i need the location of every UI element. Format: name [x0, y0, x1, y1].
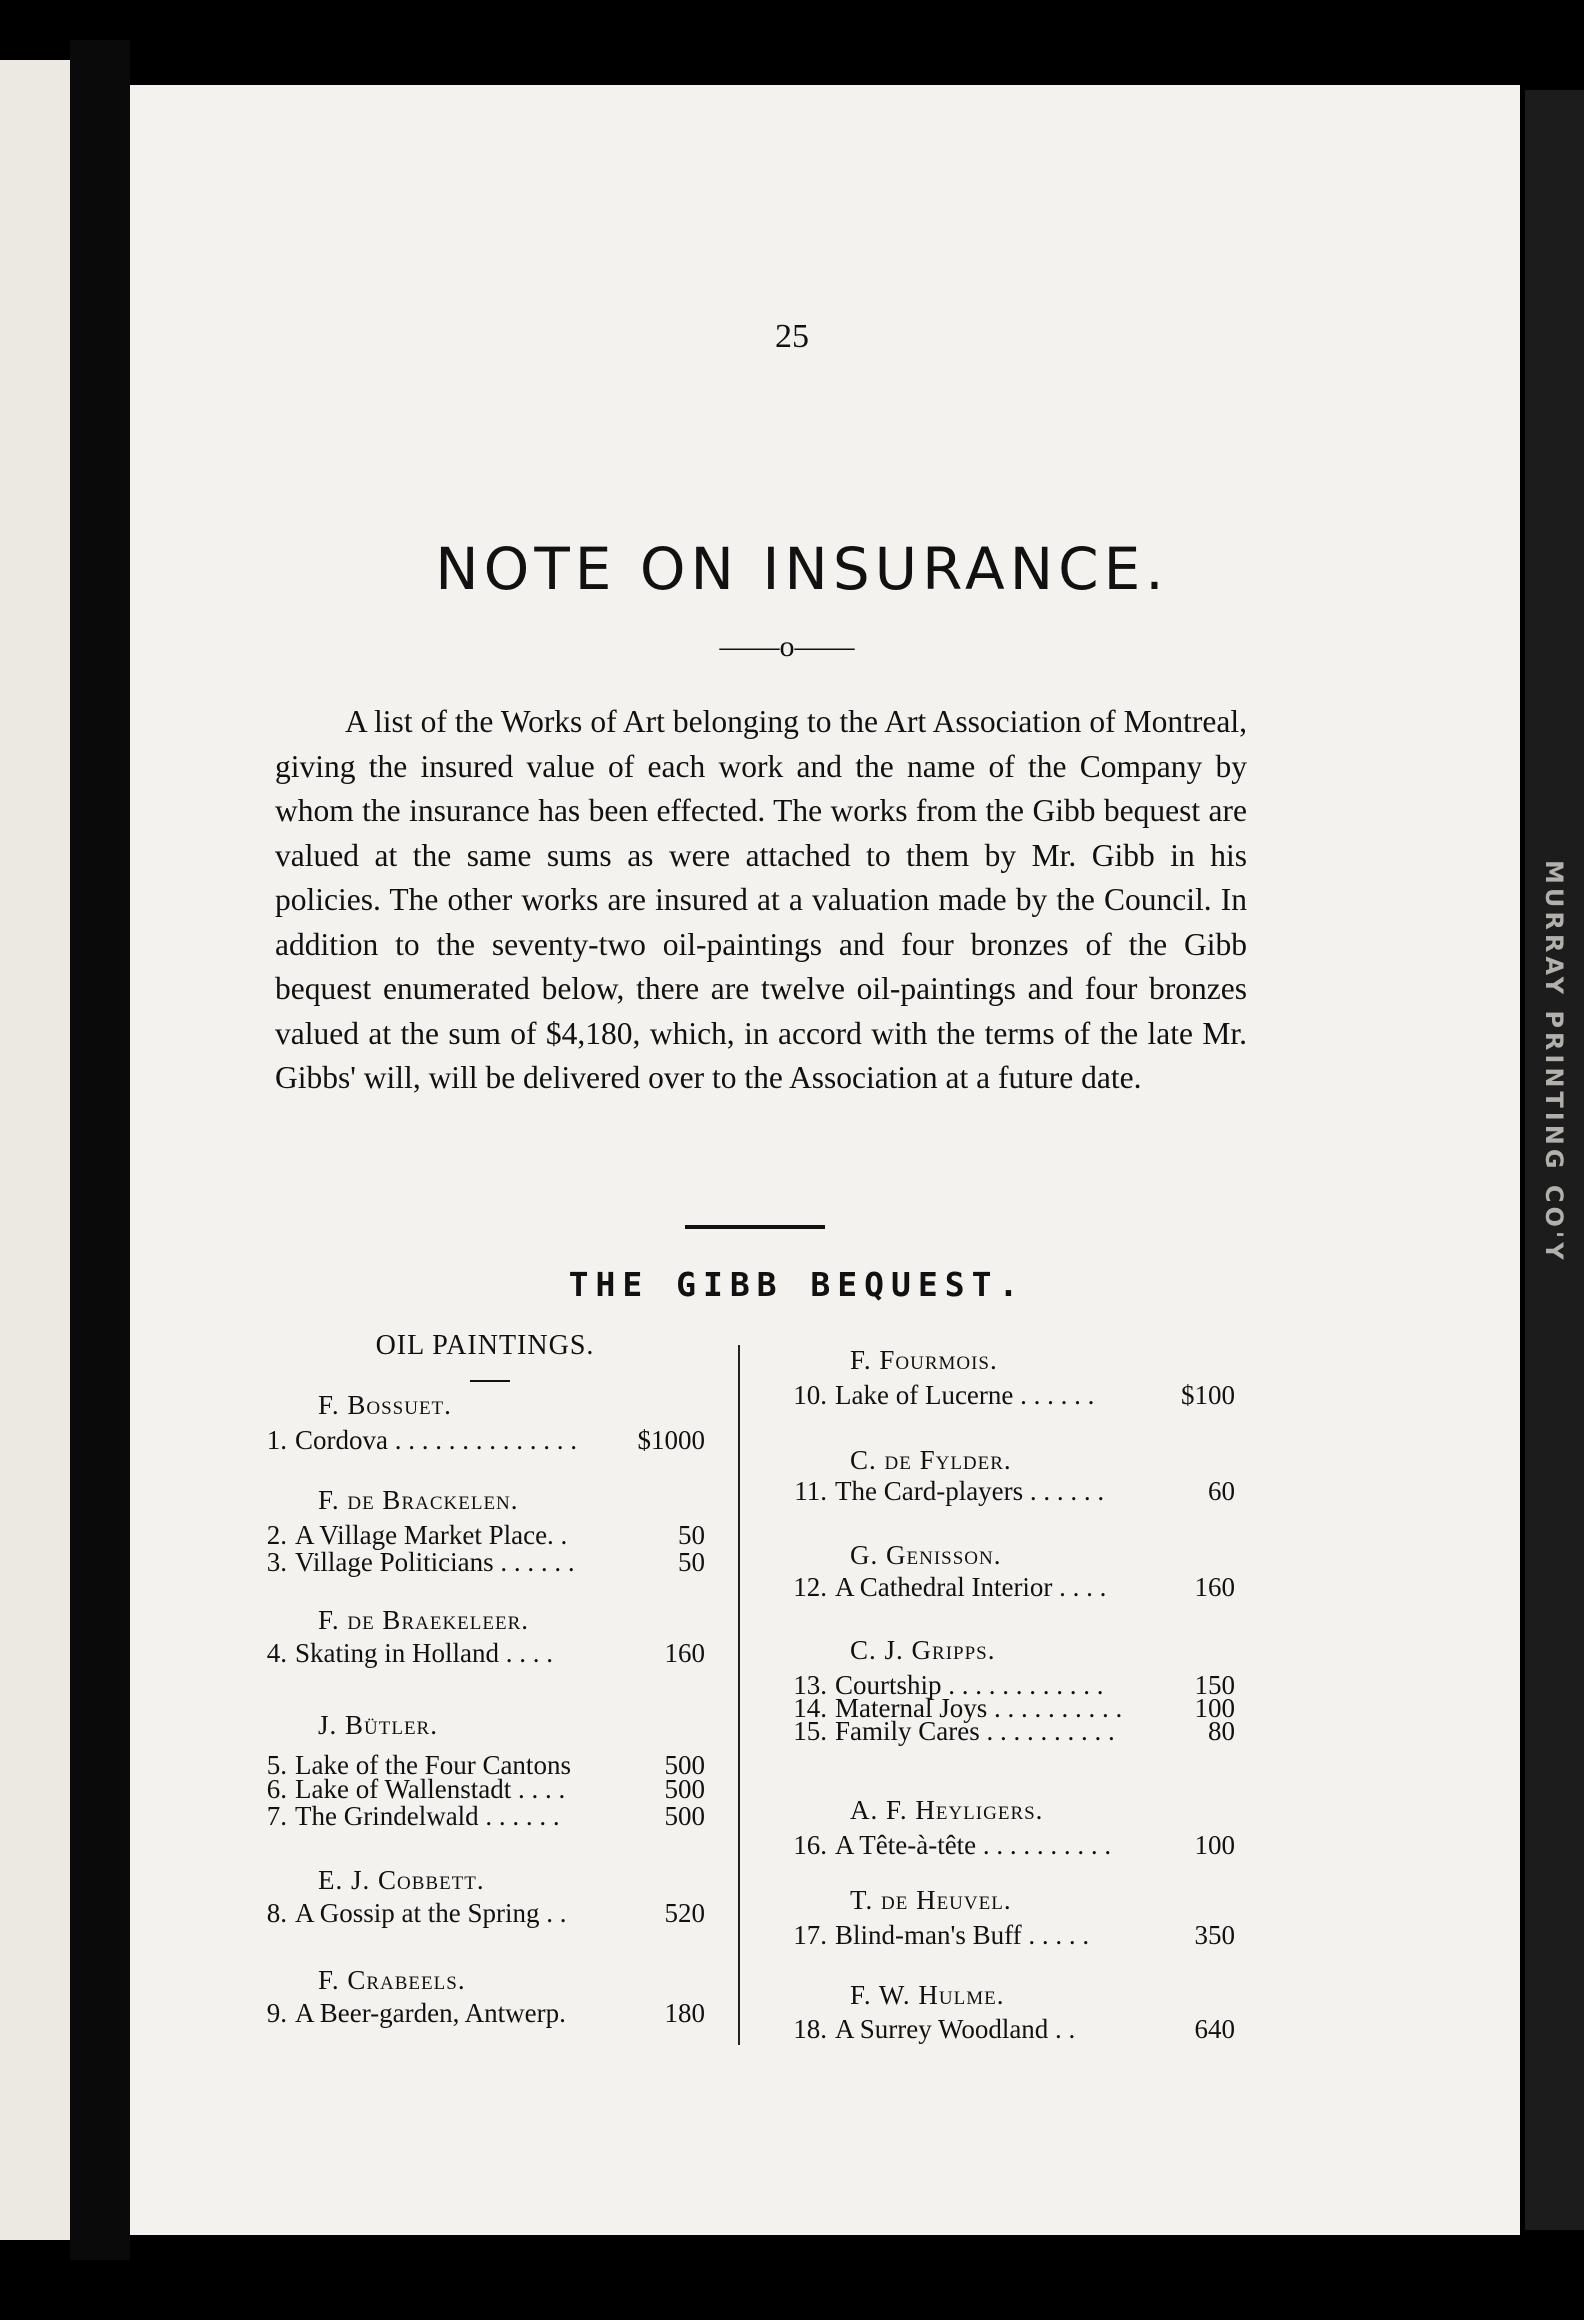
entry-value: 50	[678, 1547, 705, 1577]
entry-title: Family Cares . . . . . . . . . .	[835, 1716, 1115, 1746]
entry-value: 160	[664, 1638, 705, 1668]
entry-number: 17.	[793, 1920, 827, 1950]
entry-number: 7.	[266, 1801, 287, 1831]
entry-title: Skating in Holland . . . .	[295, 1638, 553, 1668]
entry-number: 13.	[793, 1670, 827, 1700]
column-divider	[738, 1345, 740, 2045]
entry-title: Lake of Wallenstadt . . . .	[295, 1774, 566, 1804]
artist-heading: C. J. Gripps.	[850, 1635, 996, 1665]
artist-heading: C. de Fylder.	[850, 1445, 1012, 1475]
catalogue-entry	[785, 1716, 1235, 1750]
catalogue-entry	[245, 1801, 705, 1835]
page-title: NOTE ON INSURANCE.	[435, 535, 1169, 603]
catalogue-entry	[785, 1380, 1235, 1414]
title-ornament: ——o——	[719, 630, 855, 663]
entry-title: The Card-players . . . . . .	[835, 1476, 1105, 1506]
entry-number: 3.	[266, 1547, 287, 1577]
entry-value: $100	[1181, 1380, 1235, 1410]
artist-heading: A. F. Heyligers.	[850, 1795, 1044, 1825]
entry-number: 18.	[793, 2014, 827, 2044]
entry-title: Maternal Joys . . . . . . . . . .	[835, 1693, 1123, 1723]
facing-page-edge	[0, 60, 70, 2240]
catalogue-entry	[785, 1572, 1235, 1606]
artist-heading: E. J. Cobbett.	[318, 1865, 485, 1895]
entry-value: 60	[1208, 1476, 1235, 1506]
entry-title: A Gossip at the Spring . .	[295, 1898, 567, 1928]
artist-heading: G. Genisson.	[850, 1540, 1002, 1570]
artist-heading: F. Crabeels.	[318, 1965, 466, 1995]
entry-title: A Cathedral Interior . . . .	[835, 1572, 1107, 1602]
artist-heading: F. W. Hulme.	[850, 1980, 1005, 2010]
catalogue-entry	[785, 2014, 1235, 2048]
intro-paragraph: A list of the Works of Art belonging to the Art Association of Montreal, giving the insured value of each work and the name of the Company by whom the insurance has been effected. The works from the Gibb bequest are valued at the same sums as were attached to them by Mr. Gibb in his policies. The other works are insured at a valuation made by the Council. In addition to the seventy-two oil-paintings and four bronzes of the Gibb bequest enumerated below, there are twelve oil-paintings and four bronzes valued at the sum of $4,180, which, in accord with the terms of the late Mr. Gibbs' will, will be delivered over to the Association at a future date.	[275, 704, 1247, 1095]
entry-title: A Beer-garden, Antwerp.	[295, 1998, 566, 2028]
artist-heading: F. Bossuet.	[318, 1390, 452, 1420]
artist-heading: F. de Brackelen.	[318, 1485, 519, 1515]
entry-value: 80	[1208, 1716, 1235, 1746]
catalogue-entry	[245, 1998, 705, 2032]
entry-value: 500	[664, 1774, 705, 1804]
entry-value: 640	[1194, 2014, 1235, 2044]
entry-value: 350	[1194, 1920, 1235, 1950]
entry-title: Lake of Lucerne . . . . . .	[835, 1380, 1095, 1410]
bequest-heading: THE GIBB BEQUEST.	[568, 1265, 1026, 1304]
oil-paintings-heading: OIL PAINTINGS.	[375, 1330, 595, 1361]
entry-number: 15.	[793, 1716, 827, 1746]
entry-value: 520	[664, 1898, 705, 1928]
artist-heading: F. Fourmois.	[850, 1345, 998, 1375]
artist-heading: J. Bütler.	[318, 1710, 438, 1740]
entry-number: 12.	[793, 1572, 827, 1602]
spine-text: MURRAY PRINTING CO'Y	[1540, 860, 1568, 1264]
entry-number: 10.	[793, 1380, 827, 1410]
entry-number: 4.	[266, 1638, 287, 1668]
entry-value: 50	[678, 1520, 705, 1550]
entry-title: The Grindelwald . . . . . .	[295, 1801, 560, 1831]
catalogue-entry	[245, 1898, 705, 1932]
artist-heading: T. de Heuvel.	[850, 1885, 1012, 1915]
entry-value: 500	[664, 1801, 705, 1831]
entry-value: 100	[1194, 1693, 1235, 1723]
entry-title: Cordova . . . . . . . . . . . . . .	[295, 1425, 577, 1455]
entry-number: 14.	[793, 1693, 827, 1723]
catalogue-entry	[245, 1638, 705, 1672]
entry-number: 11.	[794, 1476, 827, 1506]
entry-title: Lake of the Four Cantons	[295, 1750, 571, 1780]
entry-number: 16.	[793, 1830, 827, 1860]
page-number: 25	[775, 318, 809, 355]
catalogue-entry	[785, 1476, 1235, 1510]
section-rule	[685, 1225, 825, 1229]
entry-title: A Tête-à-tête . . . . . . . . . .	[835, 1830, 1112, 1860]
entry-number: 5.	[266, 1750, 287, 1780]
entry-value: 160	[1194, 1572, 1235, 1602]
entry-value: $1000	[637, 1425, 705, 1455]
entry-value: 500	[664, 1750, 705, 1780]
catalogue-entry	[245, 1547, 705, 1581]
entry-number: 6.	[266, 1774, 287, 1804]
entry-value: 100	[1194, 1830, 1235, 1860]
entry-title: A Surrey Woodland . .	[835, 2014, 1076, 2044]
entry-number: 9.	[266, 1998, 287, 2028]
entry-title: Blind-man's Buff . . . . .	[835, 1920, 1090, 1950]
catalogue-entry	[785, 1830, 1235, 1864]
entry-number: 2.	[266, 1520, 287, 1550]
entry-title: A Village Market Place. .	[295, 1520, 568, 1550]
book-gutter	[70, 40, 130, 2260]
catalogue-entry	[245, 1425, 705, 1459]
entry-number: 8.	[266, 1898, 287, 1928]
entry-title: Village Politicians . . . . . .	[295, 1547, 575, 1577]
catalogue-entry	[785, 1920, 1235, 1954]
entry-title: Courtship . . . . . . . . . . . .	[835, 1670, 1104, 1700]
entry-number: 1.	[266, 1425, 287, 1455]
entry-value: 180	[664, 1998, 705, 2028]
heading-underline	[470, 1380, 510, 1382]
artist-heading: F. de Braekeleer.	[318, 1605, 530, 1635]
entry-value: 150	[1194, 1670, 1235, 1700]
